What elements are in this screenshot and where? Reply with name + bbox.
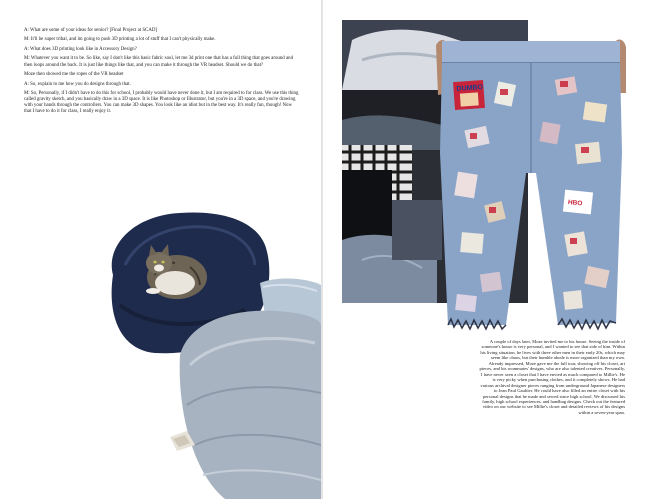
interview-paragraph: M: It'll be super tribal, and im going to push 3D printing a lot of stuff that I can't physically make. (24, 37, 216, 43)
interview-paragraph: Moze then showed me the ropes of the VR headset (24, 72, 124, 78)
dumbo-patch-text: DUMBO (456, 84, 484, 93)
left-page (0, 0, 321, 499)
interview-paragraph: A: What does 3D printing look like in Accessory Design? (24, 46, 137, 52)
interview-paragraph: M: So, Personally, if I didn't have to do this for school, I probably would have never done it, but I am required to for class. We use this thing called gravity sketch, and you basically draw in a 3D space. It is like Photoshop or Illustrator, but you're in a 3D space, and you're drawing with your hands through the controllers. You can make 3D shapes. You look like an idiot but in the best way. It's really fun, though! Now that I have to do it for class, I really enjoy it. (24, 91, 299, 115)
story-caption: A couple of days later, Moze invited me to his house. Seeing the inside of someone's house is very personal, and I wanted to see that side of him. Within his living situation, he lives with three other men in their early 20s, which may seem like chaos, but their humble abode is more organized than my own. Already impressed, Moze gave me the full tour, showing off his closet, art pieces, and his roommates' designs, who are also talented creatives. Personally, I have never seen a closet that I have envied as much compared to Millie's. He is very picky when purchasing clothes, and it completely shows. He had various archival designer pieces ranging from underground Japanese designers to Jean Paul Gaultier. He could have also filled an entire closet with his personal designs that he made and sewed since high school. We discussed his family, high school experiences, and handbag designs. Check out the featured video on our website to see Millie's closet and detailed reviews of his designs within a seven-year span. (479, 339, 625, 415)
interview-paragraph: M: Whatever you want it to be. So like, say I don't like this basic fabric soul, let me 3d print one that has a full thing that goes around and then loops around the back. It is just like things like that, and you can make it through the VR headset. Should we do that? (24, 56, 294, 68)
interview-paragraph: A: What are some of your ideas for senior? [Final Project at SCAD] (24, 28, 158, 33)
patched-jeans-photo (436, 33, 626, 331)
cat-on-beanbag-photo (95, 205, 321, 499)
interview-paragraph: A: So, explain to me how you do designs through that. (24, 81, 131, 87)
interview-text (24, 28, 300, 119)
hbo-patch-text: HBO (567, 198, 583, 208)
